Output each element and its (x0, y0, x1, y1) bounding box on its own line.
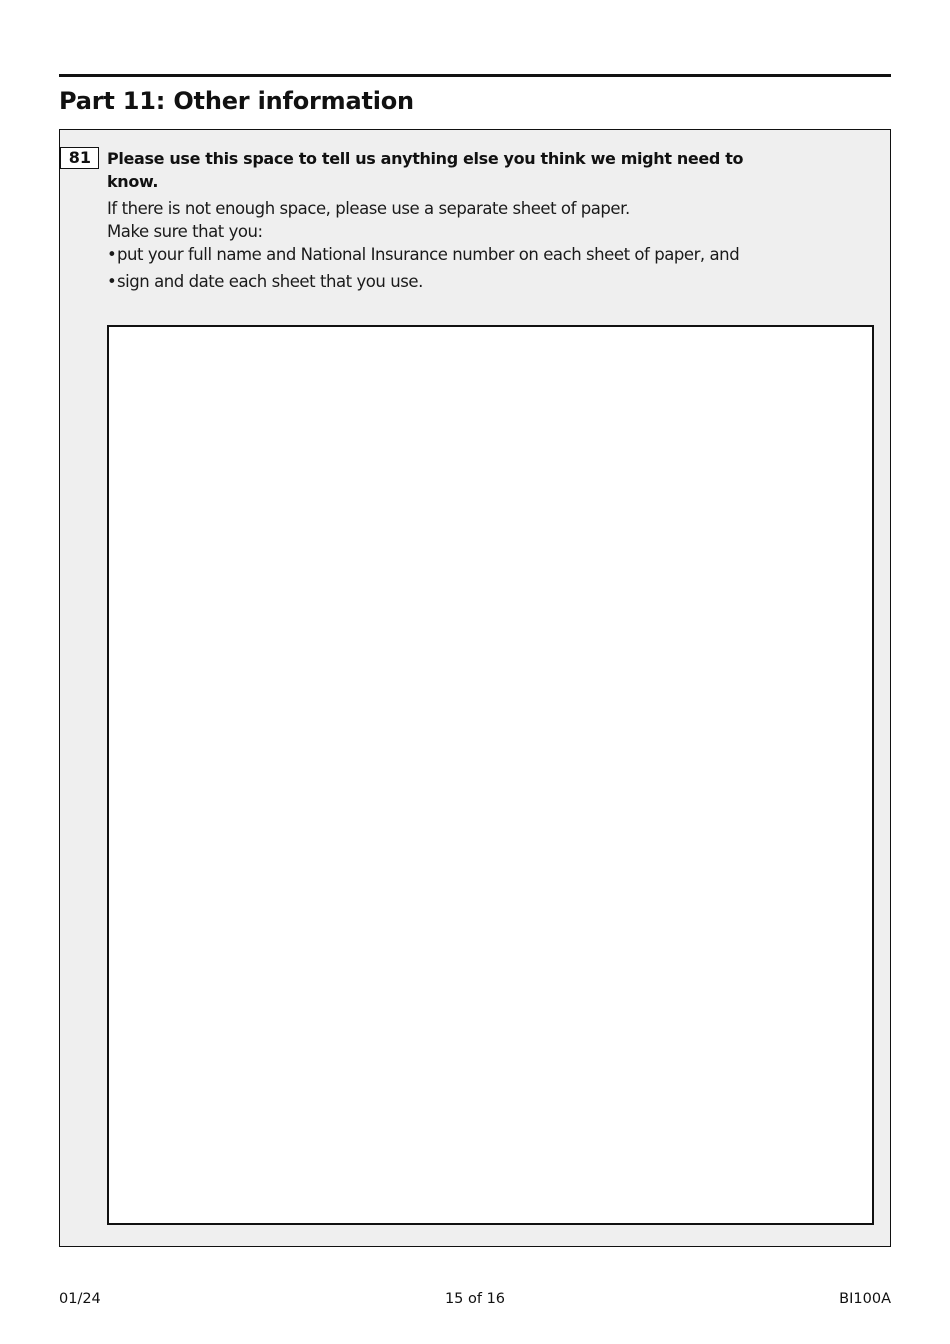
section-title: Part 11: Other information (59, 87, 414, 115)
footer-date-code: 01/24 (59, 1291, 101, 1307)
section-divider (59, 74, 891, 77)
answer-box[interactable] (107, 325, 874, 1225)
instruction-text: Make sure that you: (107, 222, 263, 241)
page-number: 15 of 16 (444, 1291, 506, 1307)
instruction-list (107, 243, 747, 293)
list-item-text: sign and date each sheet that you use. (117, 272, 423, 291)
form-code: BI100A (839, 1291, 891, 1307)
bullet-icon: • (107, 245, 117, 264)
list-item-text: put your full name and National Insurance number on each sheet of paper, and (117, 245, 740, 264)
bullet-icon: • (107, 272, 117, 291)
question-panel (59, 129, 891, 1247)
list-item (107, 243, 747, 266)
instruction-text: If there is not enough space, please use a separate sheet of paper. (107, 199, 630, 218)
question-number: 81 (60, 147, 99, 169)
instructions (107, 197, 747, 293)
list-item (107, 270, 747, 293)
question-text: Please use this space to tell us anything else you think we might need to know. (107, 149, 744, 191)
